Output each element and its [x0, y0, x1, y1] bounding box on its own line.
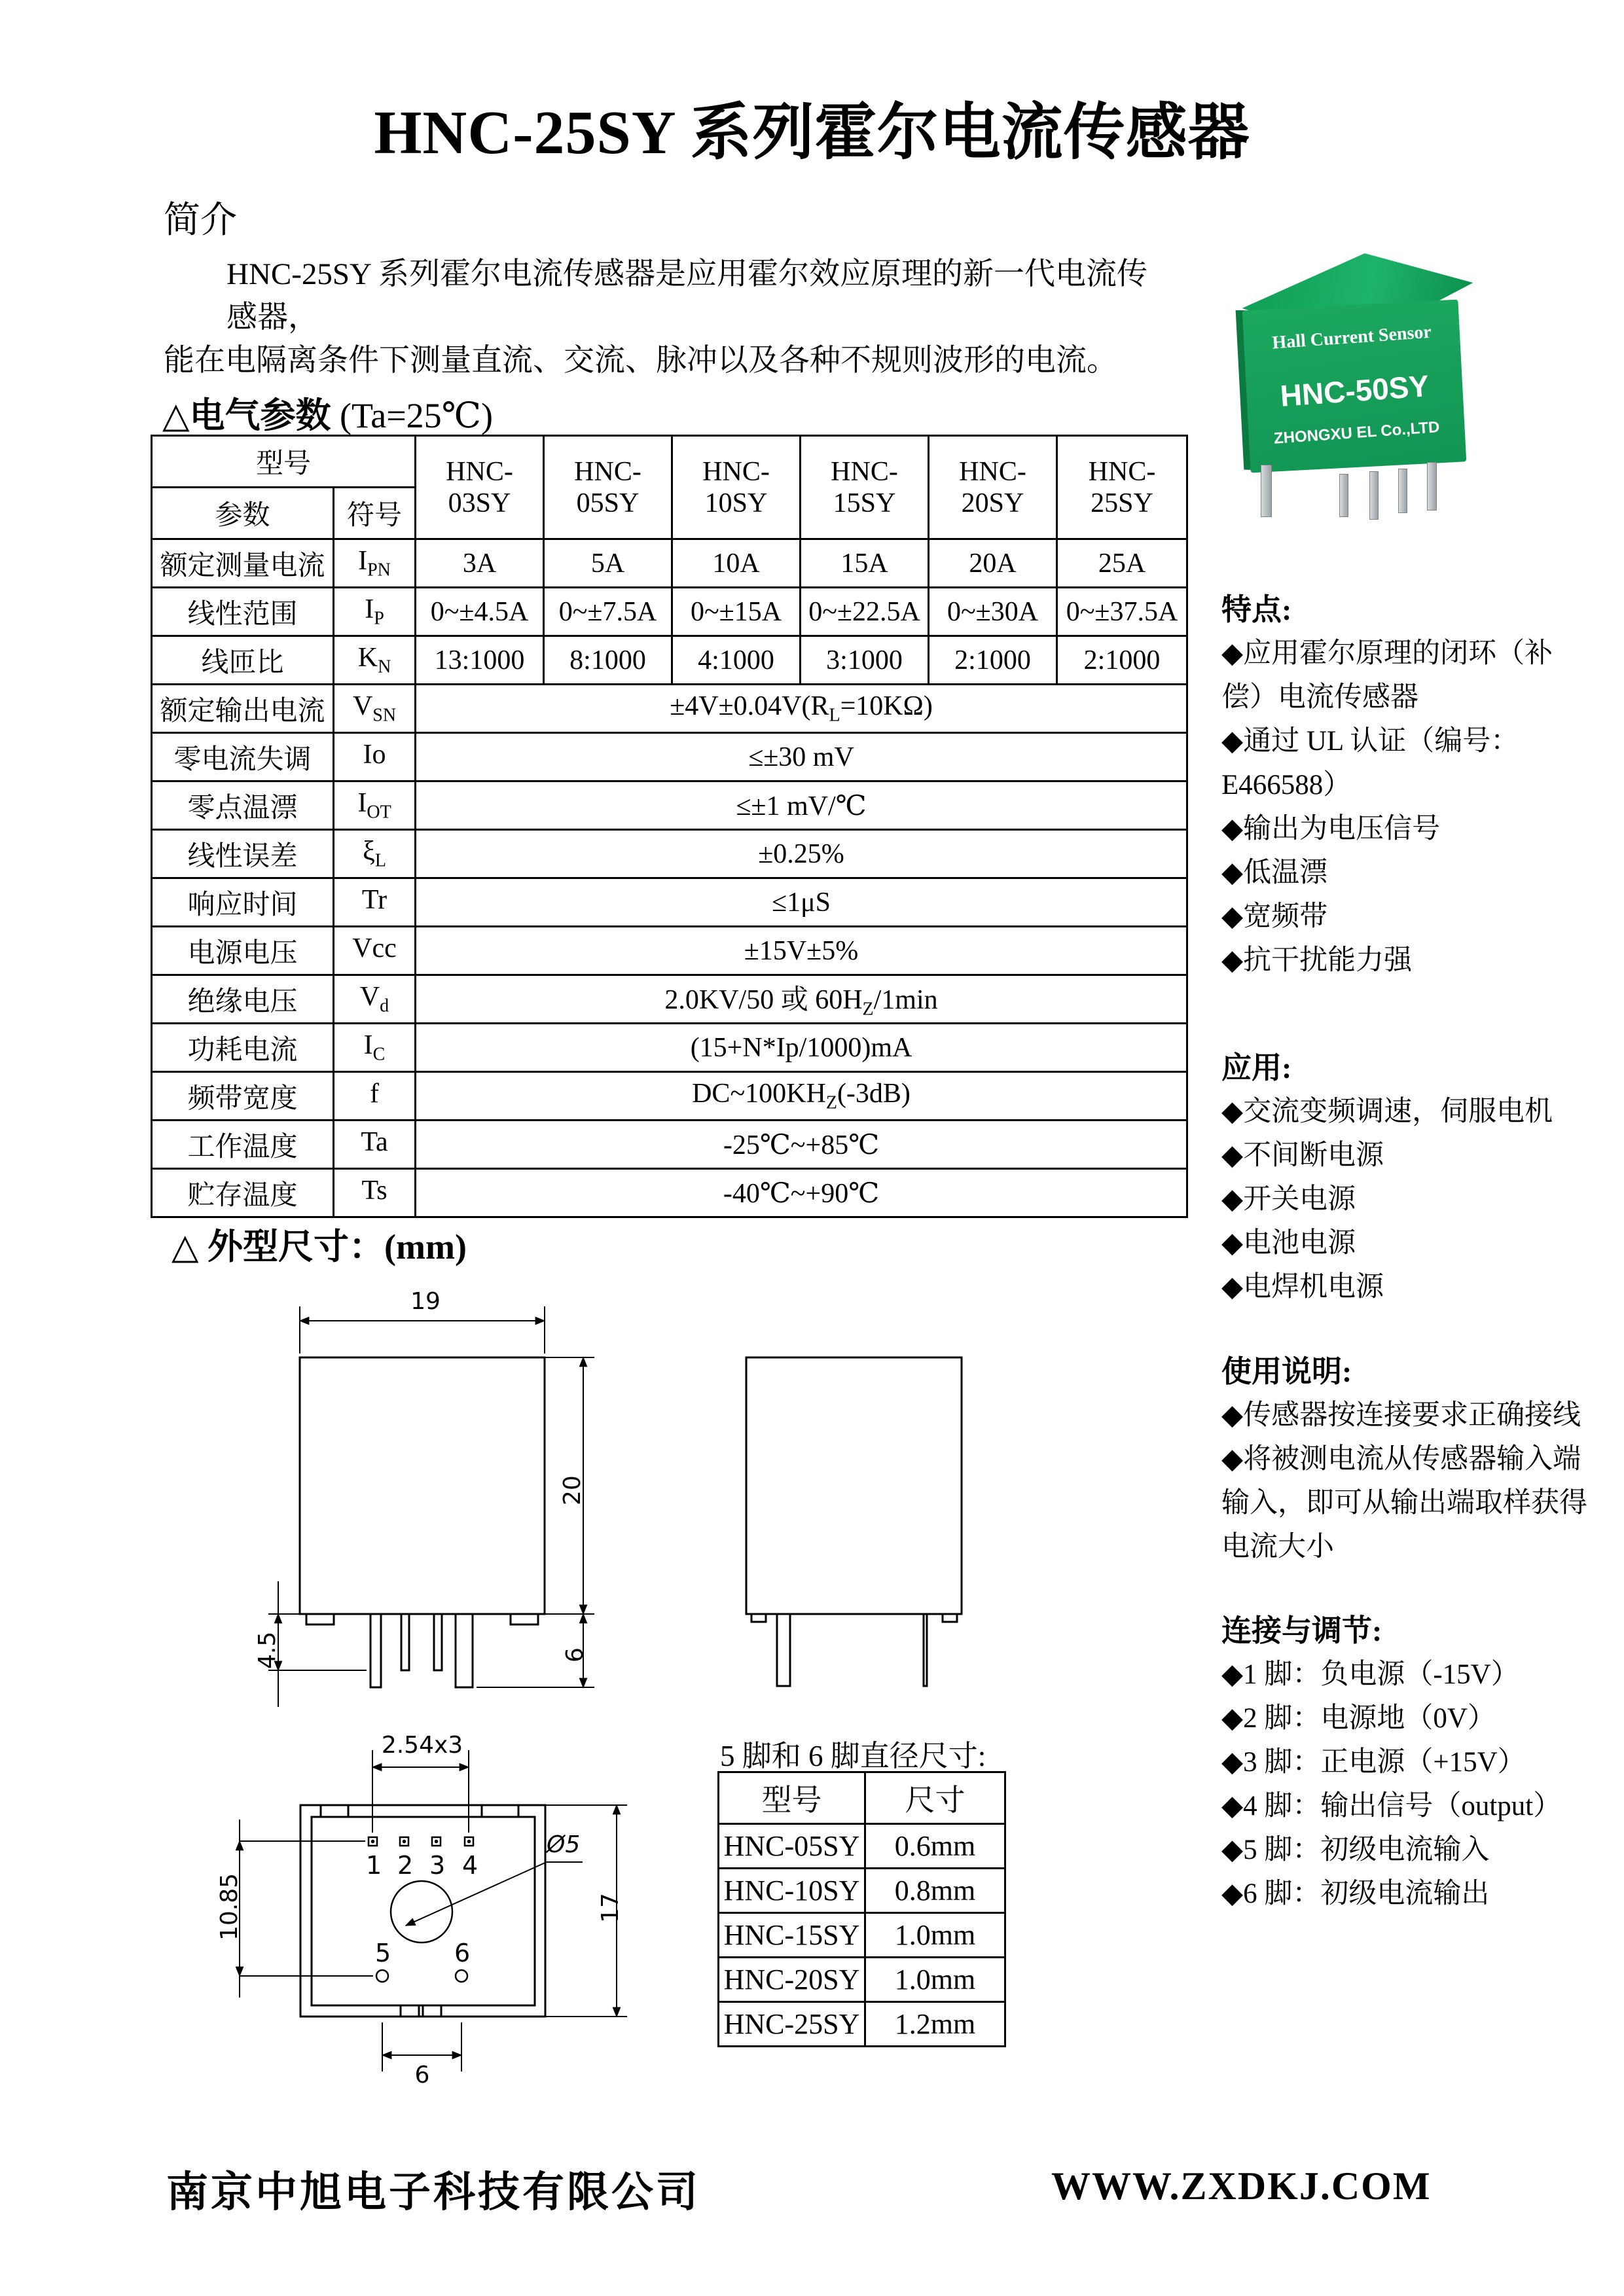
- table-row: [152, 1024, 1187, 1072]
- connection-heading: 连接与调节:: [1221, 1614, 1382, 1647]
- param-name: 额定测量电流: [152, 539, 334, 588]
- front-pin-offset-dim: 4.5: [254, 1631, 281, 1669]
- value-post: (-3dB): [837, 1079, 911, 1109]
- value-cell: 5A: [544, 539, 672, 588]
- param-symbol: [334, 1169, 416, 1217]
- value-post: /1min: [873, 985, 938, 1016]
- pin-table-model: HNC-25SY: [719, 2002, 865, 2047]
- value-cell: 3:1000: [801, 636, 929, 685]
- table-row: [152, 733, 1187, 781]
- value-pre: 2.0KV/50 或 60H: [664, 985, 863, 1016]
- value-cell-span: [416, 1024, 1187, 1072]
- connection-section: [1221, 1609, 1592, 1916]
- symbol-main: Tr: [361, 885, 388, 916]
- side-view-drawing: [720, 1283, 995, 1741]
- symbol-sub: SN: [372, 705, 397, 726]
- application-item: ◆电池电源: [1221, 1228, 1356, 1259]
- pin-table-caption: 5 脚和 6 脚直径尺寸:: [720, 1740, 986, 1772]
- symbol-sub: P: [374, 608, 384, 629]
- applications-heading: 应用:: [1221, 1051, 1292, 1085]
- electrical-heading-cn: △电气参数: [162, 396, 331, 435]
- symbol-main: I: [365, 594, 374, 625]
- electrical-heading: [162, 387, 493, 438]
- param-name: 线性误差: [152, 830, 334, 878]
- pin-table-row: [719, 1958, 1005, 2002]
- application-item: ◆电焊机电源: [1221, 1272, 1384, 1302]
- table-row: [152, 927, 1187, 975]
- pad-number-5: 5: [375, 1939, 391, 1967]
- table-row: [152, 685, 1187, 733]
- value-cell-span: [416, 927, 1187, 975]
- model-column-header: HNC-20SY: [929, 436, 1057, 539]
- pin-table-header-model: 型号: [719, 1772, 865, 1824]
- pin-table-row: [719, 2002, 1005, 2047]
- pin-table-row: [719, 1824, 1005, 1869]
- symbol-sub: OT: [367, 802, 391, 823]
- param-symbol: [334, 830, 416, 878]
- pad-number-6: 6: [454, 1939, 471, 1967]
- value-cell: 4:1000: [672, 636, 801, 685]
- value-pre: DC~100KH: [692, 1079, 826, 1109]
- sensor-front-face: [1242, 300, 1467, 473]
- front-height-dim: 20: [559, 1475, 586, 1505]
- value-cell: 0~±22.5A: [801, 588, 929, 636]
- value-cell: 10A: [672, 539, 801, 588]
- sensor-pin: [1339, 474, 1348, 517]
- pad-number-2: 2: [397, 1851, 414, 1880]
- pin-description: ◆4 脚：输出信号（output）: [1221, 1791, 1562, 1821]
- param-name: 贮存温度: [152, 1169, 334, 1217]
- value-sub: Z: [825, 1092, 837, 1113]
- param-name: 额定输出电流: [152, 685, 334, 733]
- value-pre: -40℃~+90℃: [723, 1178, 880, 1209]
- value-pre: (15+N*Ip/1000)mA: [690, 1032, 912, 1063]
- param-symbol: [334, 1024, 416, 1072]
- dimensions-heading-unit: (mm): [384, 1227, 467, 1266]
- symbol-main: I: [363, 1030, 373, 1061]
- value-sub: L: [829, 705, 840, 726]
- value-cell: 0~±15A: [672, 588, 801, 636]
- corner-symbol-label: 符号: [334, 488, 416, 539]
- front-view-svg: [249, 1283, 615, 1741]
- symbol-main: I: [358, 546, 368, 577]
- applications-section: [1221, 1046, 1592, 1309]
- features-heading: 特点:: [1221, 593, 1292, 626]
- model-column-header: HNC-05SY: [544, 436, 672, 539]
- front-pin-length-dim: 6: [562, 1647, 588, 1662]
- pad-number-3: 3: [429, 1851, 446, 1880]
- symbol-main: I: [357, 788, 367, 819]
- pin-table-model: HNC-10SY: [719, 1869, 865, 1913]
- hole-diameter-label: Ø5: [547, 1831, 581, 1858]
- param-name: 线匝比: [152, 636, 334, 685]
- feature-item: ◆应用霍尔原理的闭环（补偿）电流传感器: [1221, 638, 1553, 713]
- side-view-svg: [720, 1283, 995, 1741]
- model-column-header: HNC-10SY: [672, 436, 801, 539]
- table-row: [152, 878, 1187, 927]
- symbol-sub: L: [374, 850, 386, 871]
- sensor-pin: [1369, 471, 1379, 520]
- footer-website: WWW.ZXDKJ.COM: [1051, 2164, 1432, 2208]
- bottom-dimension-lines: [240, 1750, 627, 2072]
- table-row: [152, 588, 1187, 636]
- application-item: ◆交流变频调速，伺服电机: [1221, 1096, 1553, 1127]
- param-name: 零电流失调: [152, 733, 334, 781]
- value-cell: 3A: [416, 539, 544, 588]
- feature-item: ◆输出为电压信号: [1221, 814, 1441, 844]
- param-symbol: [334, 927, 416, 975]
- product-photo: [1236, 249, 1481, 517]
- footer-company: 南京中旭电子科技有限公司: [166, 2168, 700, 2215]
- application-item: ◆开关电源: [1221, 1184, 1356, 1215]
- param-symbol: [334, 733, 416, 781]
- table-row: [152, 1072, 1187, 1121]
- dimensions-heading: [171, 1219, 467, 1269]
- dimensions-heading-cn: △ 外型尺寸：: [171, 1227, 385, 1266]
- param-symbol: [334, 636, 416, 685]
- param-name: 线性范围: [152, 588, 334, 636]
- sensor-label-type: Hall Current Sensor: [1271, 321, 1432, 353]
- side-body: [746, 1357, 962, 1686]
- sensor-pin: [1427, 462, 1437, 511]
- intro-paragraph: [164, 253, 1172, 382]
- pin-table-model: HNC-20SY: [719, 1958, 865, 2002]
- usage-item: ◆传感器按连接要求正确接线: [1221, 1400, 1581, 1431]
- usage-section: [1221, 1350, 1592, 1569]
- symbol-main: V: [352, 691, 373, 722]
- symbol-sub: C: [372, 1044, 386, 1065]
- intro-line-1: HNC-25SY 系列霍尔电流传感器是应用霍尔效应原理的新一代电流传感器，: [226, 257, 1147, 334]
- sensor-label-model: HNC-50SY: [1279, 368, 1430, 413]
- sensor-label-brand: ZHONGXU EL Co.,LTD: [1273, 418, 1441, 448]
- pin-table-row: [719, 1869, 1005, 1913]
- pin-description: ◆6 脚：初级电流输出: [1221, 1878, 1490, 1909]
- pin-table-model: HNC-05SY: [719, 1824, 865, 1869]
- value-cell-span: [416, 878, 1187, 927]
- value-pre: ±15V±5%: [744, 935, 859, 966]
- value-cell-span: [416, 1169, 1187, 1217]
- value-sub: Z: [862, 999, 874, 1020]
- table-header-row: [152, 436, 1187, 488]
- bottom-view-drawing: [216, 1715, 674, 2094]
- usage-heading: 使用说明:: [1221, 1355, 1352, 1388]
- param-name: 频带宽度: [152, 1072, 334, 1121]
- pad-number-1: 1: [366, 1851, 382, 1880]
- pin-diameter-table: [717, 1771, 1006, 2047]
- table-row: [152, 781, 1187, 830]
- table-row: [152, 1121, 1187, 1169]
- value-cell: 20A: [929, 539, 1057, 588]
- feature-item: ◆低温漂: [1221, 857, 1328, 888]
- symbol-main: f: [370, 1079, 379, 1109]
- param-symbol: [334, 878, 416, 927]
- param-symbol: [334, 539, 416, 588]
- model-column-header: HNC-15SY: [801, 436, 929, 539]
- bottom-right-dim: 17: [597, 1893, 624, 1923]
- pin-table-header-row: [719, 1772, 1005, 1824]
- param-name: 工作温度: [152, 1121, 334, 1169]
- value-pre: ±4V±0.04V(R: [670, 691, 829, 722]
- value-cell: 0~±30A: [929, 588, 1057, 636]
- usage-item: ◆将被测电流从传感器输入端输入，即可从输出端取样获得电流大小: [1221, 1444, 1587, 1562]
- model-column-header: HNC-25SY: [1057, 436, 1187, 539]
- pin-description: ◆1 脚：负电源（-15V）: [1221, 1659, 1519, 1690]
- value-pre: ≤1μS: [772, 887, 831, 918]
- front-view-drawing: [249, 1283, 615, 1741]
- value-pre: ±0.25%: [758, 838, 844, 869]
- corner-model-label: 型号: [152, 436, 416, 488]
- pin-table-model: HNC-15SY: [719, 1913, 865, 1958]
- value-cell-span: [416, 733, 1187, 781]
- bottom-left-dim: 10.85: [216, 1873, 243, 1941]
- pin-table-size: 1.0mm: [865, 1958, 1005, 2002]
- pin-table-header-size: 尺寸: [865, 1772, 1005, 1824]
- front-width-dim: 19: [410, 1288, 441, 1315]
- intro-line-2: 能在电隔离条件下测量直流、交流、脉冲以及各种不规则波形的电流。: [164, 344, 1117, 378]
- symbol-main: ξ: [363, 836, 375, 867]
- pad-number-4: 4: [462, 1851, 478, 1880]
- value-pre: ≤±30 mV: [748, 742, 854, 772]
- value-pre: -25℃~+85℃: [723, 1130, 880, 1160]
- features-section: [1221, 588, 1592, 982]
- value-cell-span: [416, 1072, 1187, 1121]
- application-item: ◆不间断电源: [1221, 1140, 1384, 1171]
- value-cell: 0~±7.5A: [544, 588, 672, 636]
- table-row: [152, 830, 1187, 878]
- value-cell: 2:1000: [1057, 636, 1187, 685]
- symbol-main: Ts: [361, 1175, 388, 1206]
- symbol-sub: N: [378, 656, 391, 677]
- pin-table-size: 0.6mm: [865, 1824, 1005, 1869]
- pin-description: ◆3 脚：正电源（+15V）: [1221, 1747, 1526, 1778]
- page-title: HNC-25SY 系列霍尔电流传感器: [374, 99, 1250, 167]
- pin-description: ◆5 脚：初级电流输入: [1221, 1835, 1490, 1865]
- intro-heading: 简介: [164, 200, 237, 241]
- value-cell: 8:1000: [544, 636, 672, 685]
- pin-table-row: [719, 1913, 1005, 1958]
- pin-table-size: 0.8mm: [865, 1869, 1005, 1913]
- value-cell-span: [416, 975, 1187, 1024]
- pin-table-size: 1.0mm: [865, 1913, 1005, 1958]
- bottom-body: [300, 1805, 545, 2017]
- value-cell-span: [416, 781, 1187, 830]
- value-cell: 2:1000: [929, 636, 1057, 685]
- sensor-pin: [1261, 465, 1272, 517]
- param-name: 电源电压: [152, 927, 334, 975]
- feature-item: ◆通过 UL 认证（编号：E466588）: [1221, 726, 1519, 800]
- value-cell: 0~±37.5A: [1057, 588, 1187, 636]
- value-cell-span: [416, 830, 1187, 878]
- symbol-sub: d: [380, 996, 389, 1016]
- value-post: =10KΩ): [840, 691, 933, 722]
- value-cell: 25A: [1057, 539, 1187, 588]
- pin-description: ◆2 脚：电源地（0V）: [1221, 1703, 1496, 1734]
- value-cell: 13:1000: [416, 636, 544, 685]
- param-symbol: [334, 781, 416, 830]
- symbol-main: K: [357, 643, 378, 673]
- param-name: 绝缘电压: [152, 975, 334, 1024]
- table-row: [152, 975, 1187, 1024]
- electrical-parameters-table: [151, 435, 1188, 1218]
- symbol-sub: PN: [367, 560, 391, 581]
- table-row: [152, 539, 1187, 588]
- bottom-bottom-dim: 6: [414, 2062, 430, 2089]
- param-name: 功耗电流: [152, 1024, 334, 1072]
- param-symbol: [334, 1072, 416, 1121]
- model-column-header: HNC-03SY: [416, 436, 544, 539]
- value-cell-span: [416, 1121, 1187, 1169]
- param-name: 零点温漂: [152, 781, 334, 830]
- param-name: 响应时间: [152, 878, 334, 927]
- feature-item: ◆抗干扰能力强: [1221, 945, 1413, 976]
- feature-item: ◆宽频带: [1221, 901, 1328, 932]
- table-row: [152, 1169, 1187, 1217]
- param-symbol: [334, 685, 416, 733]
- table-row: [152, 636, 1187, 685]
- pin-table-size: 1.2mm: [865, 2002, 1005, 2047]
- param-symbol: [334, 1121, 416, 1169]
- symbol-main: Vcc: [352, 933, 397, 964]
- param-symbol: [334, 588, 416, 636]
- corner-param-label: 参数: [152, 488, 334, 539]
- param-symbol: [334, 975, 416, 1024]
- value-cell: 15A: [801, 539, 929, 588]
- symbol-main: Ta: [361, 1127, 388, 1158]
- electrical-heading-condition: (Ta=25℃): [340, 396, 494, 435]
- sensor-pin: [1398, 469, 1407, 513]
- bottom-pitch-dim: 2.54x3: [381, 1732, 463, 1759]
- symbol-main: V: [359, 982, 380, 1013]
- symbol-main: Io: [363, 740, 386, 770]
- value-cell: 0~±4.5A: [416, 588, 544, 636]
- front-body: [300, 1357, 545, 1687]
- value-pre: ≤±1 mV/℃: [736, 791, 867, 821]
- value-cell-span: [416, 685, 1187, 733]
